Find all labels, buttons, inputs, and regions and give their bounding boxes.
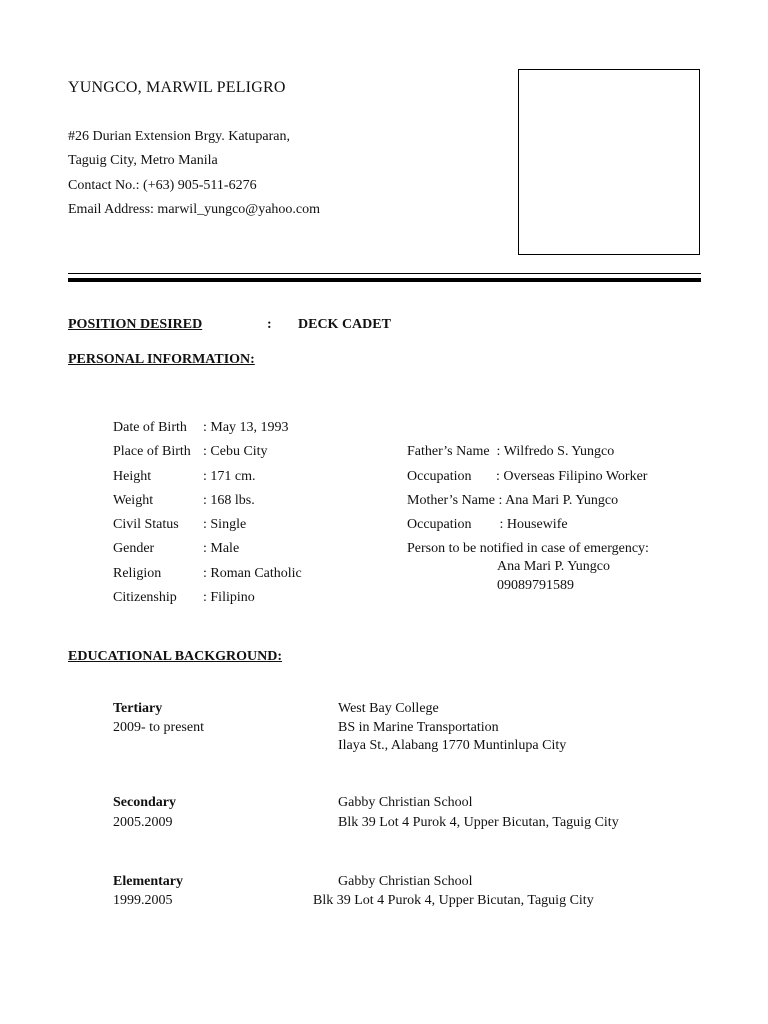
- personal-row: [113, 470, 256, 484]
- personal-value: : Male: [203, 541, 240, 556]
- position-value: DECK CADET: [298, 317, 391, 332]
- applicant-name: YUNGCO, MARWIL PELIGRO: [68, 79, 286, 96]
- tertiary-level: Tertiary: [113, 701, 163, 716]
- address-line-1: #26 Durian Extension Brgy. Katuparan,: [68, 129, 291, 144]
- elementary-school: Gabby Christian School: [338, 874, 473, 889]
- divider-thin: [68, 273, 701, 274]
- mother-occupation: Occupation : Housewife: [407, 517, 568, 532]
- position-label: POSITION DESIRED: [68, 317, 203, 332]
- personal-row: [113, 494, 255, 508]
- personal-row: [113, 567, 302, 581]
- email-address: Email Address: marwil_yungco@yahoo.com: [68, 202, 321, 217]
- personal-row: [113, 445, 268, 459]
- photo-placeholder: [518, 69, 700, 255]
- personal-label: Place of Birth: [113, 444, 191, 459]
- personal-row: [113, 421, 289, 435]
- education-heading: EDUCATIONAL BACKGROUND:: [68, 649, 283, 664]
- personal-label: Weight: [113, 493, 154, 508]
- personal-value: : Filipino: [203, 590, 255, 605]
- personal-row: [113, 518, 246, 532]
- emergency-contact-phone: 09089791589: [497, 578, 574, 593]
- tertiary-years: 2009- to present: [113, 720, 204, 735]
- divider-thick: [68, 278, 701, 282]
- personal-label: Religion: [113, 566, 162, 581]
- elementary-years: 1999.2005: [113, 893, 173, 908]
- personal-label: Civil Status: [113, 517, 179, 532]
- secondary-school: Gabby Christian School: [338, 795, 473, 810]
- personal-value: : 168 lbs.: [203, 493, 255, 508]
- tertiary-course: BS in Marine Transportation: [338, 720, 499, 735]
- personal-value: : Single: [203, 517, 247, 532]
- contact-number: Contact No.: (+63) 905-511-6276: [68, 178, 257, 193]
- position-colon: :: [267, 317, 272, 332]
- personal-label: Height: [113, 469, 152, 484]
- personal-label: Date of Birth: [113, 420, 187, 435]
- emergency-contact-name: Ana Mari P. Yungco: [497, 559, 611, 574]
- father-occupation: Occupation : Overseas Filipino Worker: [407, 469, 648, 484]
- personal-row: [113, 542, 239, 556]
- elementary-address: Blk 39 Lot 4 Purok 4, Upper Bicutan, Taguig City: [313, 893, 594, 908]
- elementary-level: Elementary: [113, 874, 183, 889]
- personal-value: : Roman Catholic: [203, 566, 302, 581]
- address-line-2: Taguig City, Metro Manila: [68, 153, 218, 168]
- fathers-name: Father’s Name : Wilfredo S. Yungco: [407, 444, 615, 459]
- secondary-address: Blk 39 Lot 4 Purok 4, Upper Bicutan, Taguig City: [338, 815, 619, 830]
- personal-value: : May 13, 1993: [203, 420, 289, 435]
- emergency-contact-label: Person to be notified in case of emergency:: [407, 541, 649, 556]
- secondary-level: Secondary: [113, 795, 176, 810]
- personal-value: : 171 cm.: [203, 469, 256, 484]
- personal-value: : Cebu City: [203, 444, 268, 459]
- tertiary-school: West Bay College: [338, 701, 439, 716]
- personal-row: [113, 591, 255, 605]
- secondary-years: 2005.2009: [113, 815, 173, 830]
- personal-label: Gender: [113, 541, 155, 556]
- tertiary-address: Ilaya St., Alabang 1770 Muntinlupa City: [338, 738, 567, 753]
- mothers-name: Mother’s Name : Ana Mari P. Yungco: [407, 493, 619, 508]
- personal-label: Citizenship: [113, 590, 177, 605]
- personal-info-heading: PERSONAL INFORMATION:: [68, 352, 255, 367]
